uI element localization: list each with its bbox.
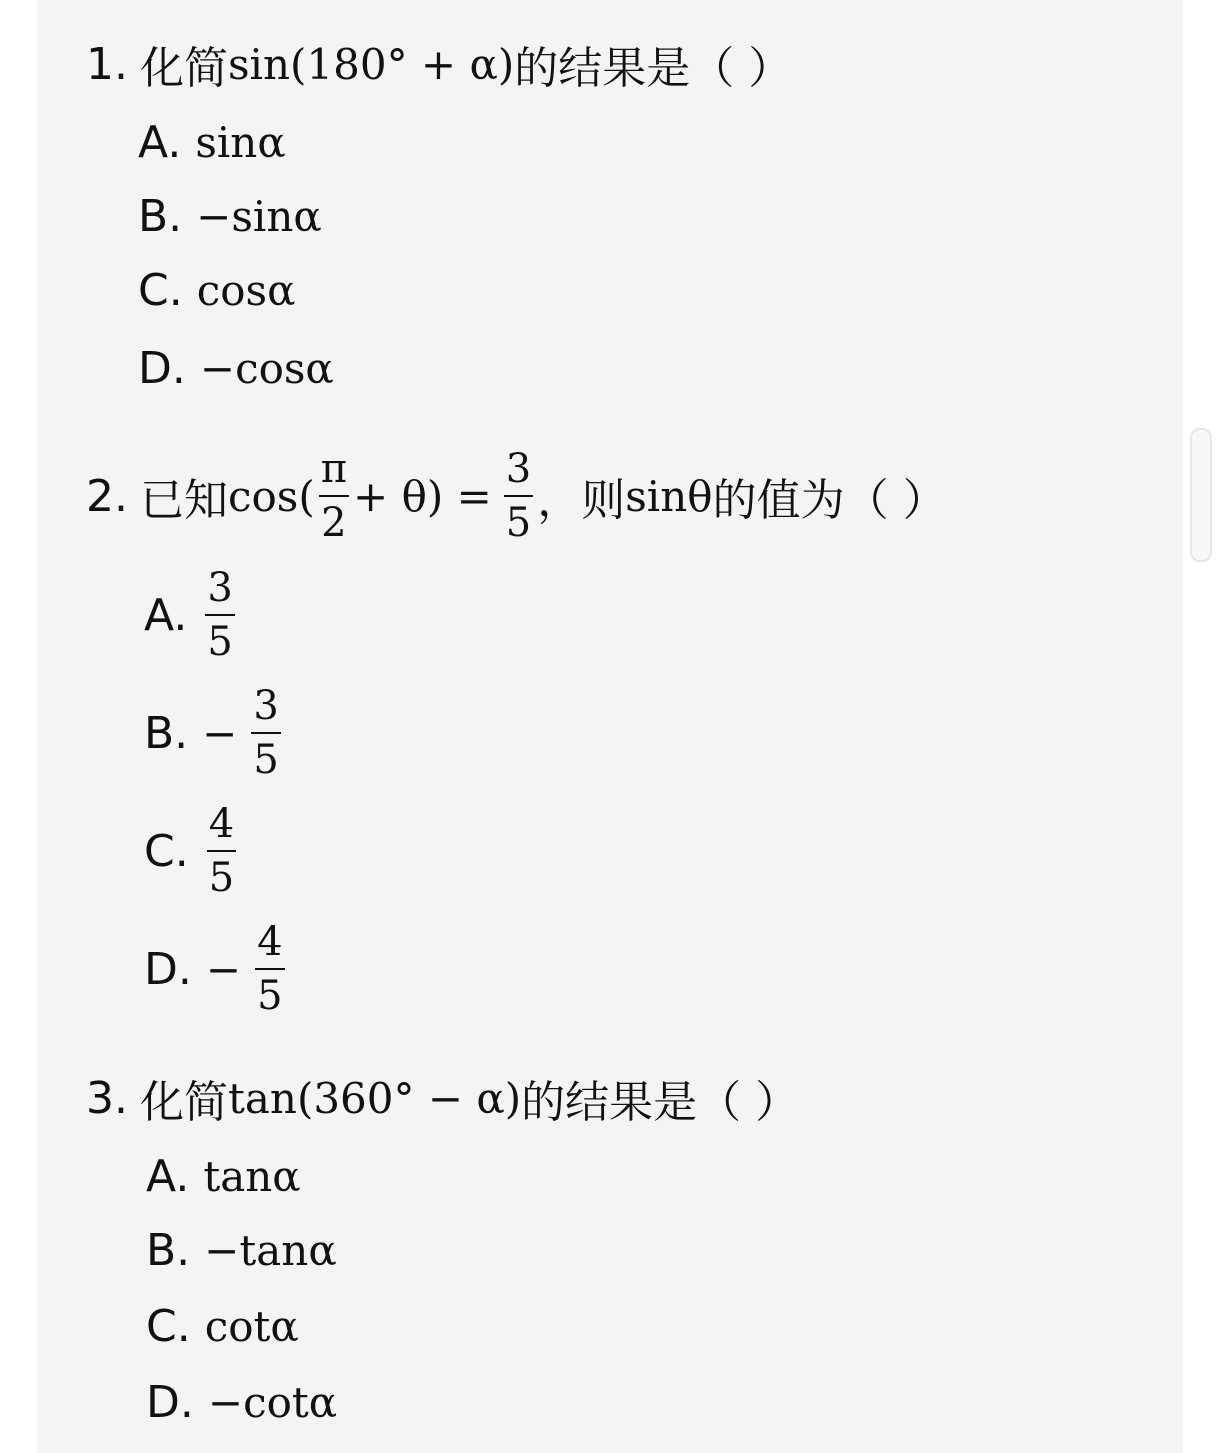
scrollbar-handle[interactable] <box>1190 428 1212 562</box>
expression-middle: + θ) = <box>353 471 492 521</box>
fraction-denominator: 5 <box>208 855 235 901</box>
option-sign: − <box>205 944 242 994</box>
question-3-stem <box>86 1068 799 1128</box>
fraction-denominator: 5 <box>253 737 279 783</box>
option-label: C. <box>144 825 189 877</box>
option-label: A. <box>146 1150 190 1202</box>
question-2-stem <box>86 440 947 552</box>
question-suffix: 的结果是（ ） <box>514 43 793 94</box>
fraction-bar <box>504 495 533 497</box>
option-label: D. <box>146 1376 194 1428</box>
option-fraction <box>205 564 234 666</box>
question-expression: tan(360° − α) <box>227 1073 522 1123</box>
option-fraction <box>251 682 280 784</box>
option-row[interactable] <box>138 262 295 318</box>
fraction-numerator: 4 <box>208 801 235 847</box>
question-expression: sin(180° + α) <box>227 39 515 89</box>
option-expression: −cotα <box>207 1377 338 1427</box>
option-fraction <box>207 800 236 902</box>
question-number: 1. <box>86 38 128 90</box>
option-expression: cosα <box>196 265 296 315</box>
question-suffix: 的结果是（ ） <box>521 1077 800 1128</box>
option-row[interactable] <box>138 188 322 244</box>
question-suffix: 的值为（ ） <box>712 475 947 526</box>
question-number: 3. <box>86 1072 128 1124</box>
fraction-bar <box>205 614 234 616</box>
option-label: D. <box>144 943 192 995</box>
option-fraction <box>255 918 284 1020</box>
expression-lead: cos( <box>227 471 315 521</box>
option-row[interactable] <box>146 1374 337 1430</box>
fraction-numerator: 3 <box>207 565 233 611</box>
option-row[interactable] <box>138 114 286 170</box>
option-expression: sinα <box>195 117 286 167</box>
question-comma: ，则 <box>537 475 626 526</box>
option-expression: cotα <box>204 1301 299 1351</box>
option-row[interactable] <box>144 678 285 788</box>
fraction-bar <box>255 968 284 970</box>
question-prefix: 已知 <box>139 475 228 526</box>
fraction-bar <box>207 850 236 852</box>
expression-sin-theta: sinθ <box>625 471 713 521</box>
option-expression: −tanα <box>204 1225 337 1275</box>
fraction-numerator: 3 <box>253 683 279 729</box>
option-label: A. <box>144 589 188 641</box>
question-number: 2. <box>86 470 128 522</box>
option-label: B. <box>138 190 183 242</box>
question-prefix: 化简 <box>139 1077 228 1128</box>
option-label: C. <box>138 264 183 316</box>
question-1-stem <box>86 34 792 94</box>
fraction-numerator: π <box>320 446 348 492</box>
fraction-rhs <box>504 445 533 547</box>
option-label: D. <box>138 342 186 394</box>
fraction-pi-over-2 <box>319 445 349 547</box>
option-row[interactable] <box>146 1222 337 1278</box>
option-sign: − <box>202 708 238 758</box>
option-row[interactable] <box>144 914 289 1024</box>
option-label: B. <box>144 707 189 759</box>
fraction-numerator: 4 <box>257 919 283 965</box>
option-label: B. <box>146 1224 191 1276</box>
option-row[interactable] <box>144 560 239 670</box>
fraction-denominator: 5 <box>207 619 233 665</box>
fraction-numerator: 3 <box>505 446 532 492</box>
option-expression: −sinα <box>196 191 322 241</box>
option-expression: tanα <box>203 1151 301 1201</box>
option-row[interactable] <box>138 340 334 396</box>
fraction-denominator: 5 <box>505 500 532 546</box>
option-row[interactable] <box>146 1298 299 1354</box>
option-row[interactable] <box>146 1148 301 1204</box>
option-label: C. <box>146 1300 191 1352</box>
option-expression: −cosα <box>199 343 334 393</box>
fraction-denominator: 2 <box>321 500 347 546</box>
fraction-bar <box>251 732 280 734</box>
fraction-denominator: 5 <box>257 973 283 1019</box>
option-row[interactable] <box>144 796 240 906</box>
fraction-bar <box>319 495 349 497</box>
option-label: A. <box>138 116 182 168</box>
question-prefix: 化简 <box>139 43 228 94</box>
